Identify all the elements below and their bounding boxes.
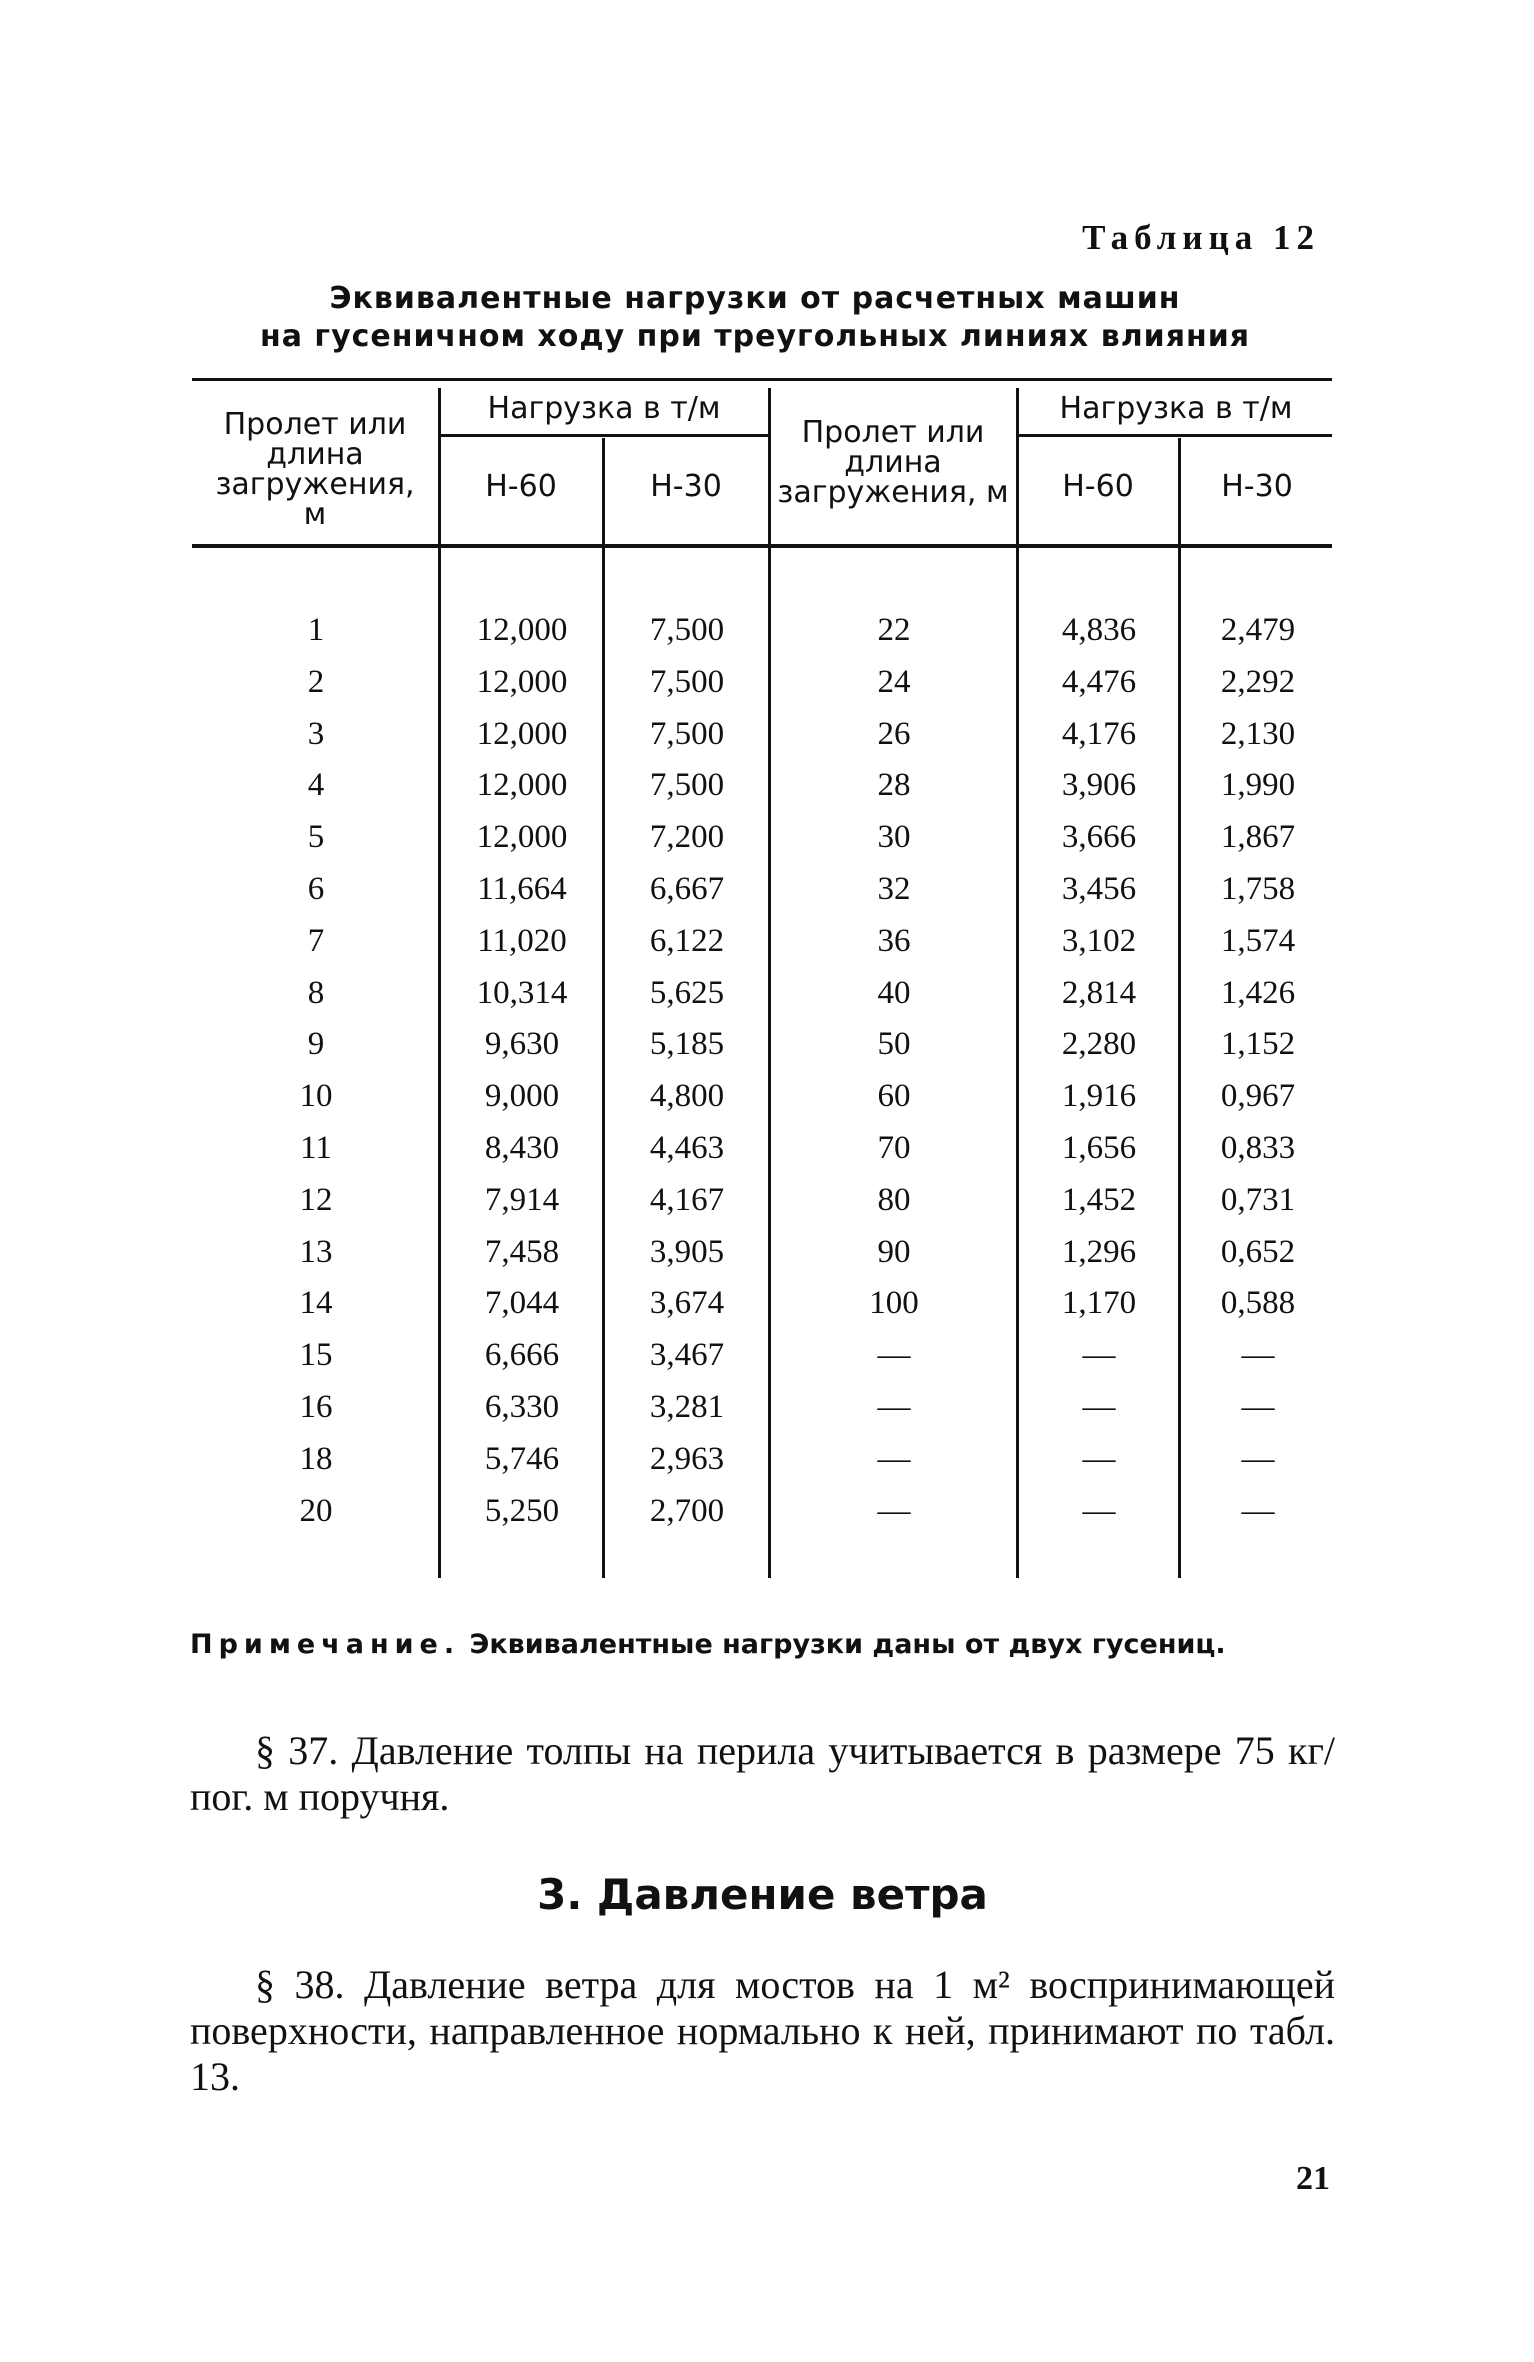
cell-h60-left: 12,000 [476,663,568,700]
cell-span-left: 11 [300,1130,332,1166]
cell-h60-right: 1,656 [1061,1130,1137,1166]
cell-h60-right: 1,296 [1061,1233,1137,1270]
cell-h30-right: 1,426 [1220,974,1296,1011]
cell-span-right: 70 [877,1130,911,1166]
caption-line-1: Эквивалентные нагрузки от расчетных машин [329,281,1181,316]
cell-h60-left: 9,630 [484,1026,560,1063]
cell-span-right: — [877,1440,911,1477]
cell-h30-left: 2,700 [649,1492,725,1529]
cell-span-left: 7 [307,922,325,959]
cell-span-left: 10 [299,1078,333,1115]
cell-h30-left: 3,674 [649,1285,725,1322]
page-number: 21 [1296,2160,1330,2197]
cell-h60-left: 12,000 [476,612,568,648]
cell-h30-right: 0,967 [1220,1078,1296,1115]
table-header-rule [192,544,1332,548]
header-h30-left: Н-30 [650,469,722,504]
paragraph-37: § 37. Давление толпы на перила учитывается в размере 75 кг/пог. м поручня. [190,1728,1335,1819]
cell-span-left: 13 [299,1233,333,1270]
cell-h60-left: 10,314 [476,974,568,1011]
cell-span-left: 2 [307,663,325,700]
cell-h30-left: 6,122 [649,922,725,959]
cell-h60-left: 5,250 [484,1492,560,1529]
cell-span-right: 28 [877,767,911,804]
cell-span-right: 30 [877,819,911,856]
cell-span-right: 36 [877,922,911,959]
cell-h30-right: 0,833 [1220,1130,1296,1166]
cell-h60-left: 6,666 [484,1337,560,1374]
header-load-right: Нагрузка в т/м [1059,391,1293,426]
cell-h60-left: 12,000 [476,715,568,752]
cell-h30-right: — [1241,1337,1275,1374]
cell-span-right: — [877,1389,911,1425]
cell-h30-left: 5,185 [649,1026,725,1063]
cell-h30-right: 0,652 [1220,1233,1296,1270]
cell-h60-left: 7,044 [484,1285,560,1322]
cell-h60-right: 4,836 [1061,612,1137,648]
table-top-rule [192,378,1332,381]
col-divider-2 [602,438,605,1578]
load-right-rule [1016,434,1332,437]
cell-h60-right: 4,476 [1061,663,1137,700]
cell-span-left: 14 [299,1285,333,1322]
cell-h60-right: 3,102 [1061,922,1137,959]
col-divider-3 [768,388,771,1578]
cell-span-right: — [877,1337,911,1374]
cell-h60-right: 1,452 [1061,1181,1137,1218]
table-caption [190,280,1320,356]
cell-h30-left: 7,200 [649,819,725,856]
header-h30-right: Н-30 [1221,469,1293,504]
header-load-left: Нагрузка в т/м [487,391,721,426]
cell-span-right: 100 [869,1285,919,1322]
cell-h60-right: — [1082,1492,1116,1529]
cell-h60-left: 5,746 [484,1440,560,1477]
cell-h30-right: 1,758 [1220,871,1296,907]
cell-span-left: 4 [307,767,325,804]
cell-h30-left: 7,500 [649,767,725,804]
cell-h30-right: 0,731 [1220,1181,1296,1218]
cell-h30-right: 0,588 [1220,1285,1296,1322]
cell-h60-right: 4,176 [1061,715,1137,752]
header-span-left: Пролет или длина загружения, м [215,407,415,532]
cell-span-right: 60 [877,1078,911,1115]
table-note [190,1625,1335,1665]
cell-h30-right: 1,990 [1220,767,1296,804]
cell-span-left: 15 [299,1337,333,1374]
cell-h30-right: — [1241,1440,1275,1477]
cell-h60-right: 2,280 [1061,1026,1137,1063]
section-title: 3. Давление ветра [537,1870,988,1919]
cell-h60-right: — [1082,1389,1116,1425]
cell-h30-left: 2,963 [649,1440,725,1477]
cell-h60-right: 1,170 [1061,1285,1137,1322]
col-divider-4 [1016,388,1019,1578]
cell-h30-left: 7,500 [649,612,725,648]
cell-span-left: 6 [307,871,325,907]
col-divider-5 [1178,438,1181,1578]
cell-span-left: 3 [307,715,325,752]
cell-h30-right: 1,152 [1220,1026,1296,1063]
cell-h30-left: 3,905 [649,1233,725,1270]
cell-span-right: 22 [877,612,911,648]
cell-span-left: 16 [299,1389,333,1425]
cell-h60-left: 7,458 [484,1233,560,1270]
load-left-rule [438,434,768,437]
cell-h60-left: 12,000 [476,767,568,804]
header-h60-left: Н-60 [485,469,557,504]
cell-h30-left: 7,500 [649,715,725,752]
col-divider-1 [438,388,441,1578]
cell-h60-right: — [1082,1440,1116,1477]
cell-h30-left: 4,463 [649,1130,725,1166]
cell-h60-left: 6,330 [484,1389,560,1425]
paragraph-38: § 38. Давление ветра для мостов на 1 м² воспринимающей поверхности, направленное нормально к ней, принимают по табл. 13. [190,1962,1335,2099]
cell-h30-right: 2,292 [1220,663,1296,700]
cell-span-left: 5 [307,819,325,856]
cell-h60-right: 3,666 [1061,819,1137,856]
cell-h30-left: 5,625 [649,974,725,1011]
cell-h60-right: 1,916 [1061,1078,1137,1115]
cell-span-right: 50 [877,1026,911,1063]
cell-h60-left: 12,000 [476,819,568,856]
cell-h30-left: 3,467 [649,1337,725,1374]
cell-span-left: 1 [307,612,325,648]
cell-h60-left: 7,914 [484,1181,560,1218]
cell-h60-left: 11,020 [477,922,567,959]
note-label: Примечание. [190,1629,461,1660]
cell-h30-left: 3,281 [649,1389,725,1425]
cell-span-right: — [877,1492,911,1529]
cell-span-right: 80 [877,1181,911,1218]
cell-h30-right: — [1241,1389,1275,1425]
cell-h60-left: 8,430 [484,1130,560,1166]
table-label: Таблица 12 [1082,218,1320,257]
cell-span-right: 32 [877,871,911,907]
cell-h60-right: 3,906 [1061,767,1137,804]
cell-span-left: 9 [307,1026,325,1063]
cell-span-left: 20 [299,1492,333,1529]
cell-h60-right: 2,814 [1061,974,1137,1011]
cell-h30-right: 1,867 [1220,819,1296,856]
cell-span-right: 24 [877,663,911,700]
note-text: Эквивалентные нагрузки даны от двух гусениц. [469,1629,1226,1660]
cell-span-left: 18 [299,1440,333,1477]
cell-h60-right: — [1082,1337,1116,1374]
cell-span-left: 8 [307,974,325,1011]
cell-h30-left: 7,500 [649,663,725,700]
cell-h30-right: — [1241,1492,1275,1529]
cell-h30-left: 4,800 [649,1078,725,1115]
cell-h30-right: 1,574 [1220,922,1296,959]
cell-h60-right: 3,456 [1061,871,1137,907]
cell-span-left: 12 [299,1181,333,1218]
cell-span-right: 90 [877,1233,911,1270]
header-span-right: Пролет или длина загружения, м [777,415,1009,510]
cell-h30-right: 2,479 [1220,612,1296,648]
cell-h30-left: 4,167 [649,1181,725,1218]
cell-h60-left: 11,664 [477,871,567,907]
cell-span-right: 40 [877,974,911,1011]
caption-line-2: на гусеничном ходу при треугольных линиях влияния [260,319,1250,354]
cell-span-right: 26 [877,715,911,752]
cell-h60-left: 9,000 [484,1078,560,1115]
header-h60-right: Н-60 [1062,469,1134,504]
cell-h30-right: 2,130 [1220,715,1296,752]
cell-h30-left: 6,667 [649,871,725,907]
